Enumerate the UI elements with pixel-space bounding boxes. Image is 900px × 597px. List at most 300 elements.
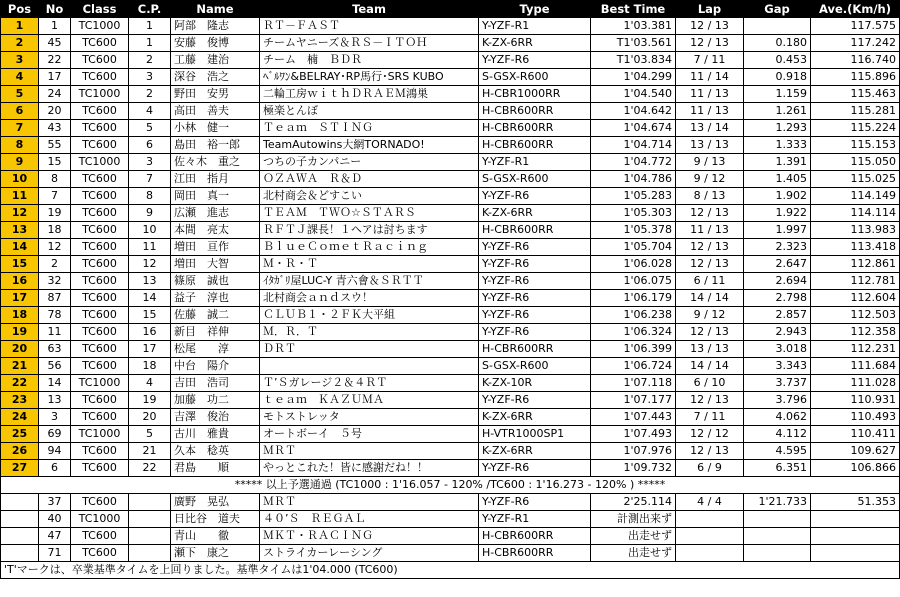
cell-best-time: 1'06.075	[591, 273, 676, 290]
cell-team: ＢｌｕｅＣｏｍｅｔＲａｃｉｎｇ	[260, 239, 479, 256]
cell-ave: 112.231	[811, 341, 900, 358]
cell-type: H-CBR600RR	[479, 103, 591, 120]
cell-class: TC600	[71, 324, 129, 341]
cell-best-time: 1'04.714	[591, 137, 676, 154]
cell-team: 北村商会＆どすこい	[260, 188, 479, 205]
cell-best-time: 1'04.540	[591, 86, 676, 103]
cell-type: H-CBR600RR	[479, 528, 591, 545]
cell-class: TC600	[71, 188, 129, 205]
cell-class: TC600	[71, 239, 129, 256]
cell-gap: 1.922	[744, 205, 811, 222]
cell-name: 益子 淳也	[171, 290, 260, 307]
cell-no: 12	[39, 239, 71, 256]
cell-no: 32	[39, 273, 71, 290]
cell-no: 71	[39, 545, 71, 562]
cell-lap: 4 / 4	[676, 494, 744, 511]
cell-cp: 21	[129, 443, 171, 460]
cell-type: H-CBR600RR	[479, 341, 591, 358]
cell-class: TC600	[71, 52, 129, 69]
table-row	[1, 426, 900, 443]
cell-name: 小林 健一	[171, 120, 260, 137]
cell-best-time: 1'04.674	[591, 120, 676, 137]
cell-gap	[744, 18, 811, 35]
cell-class: TC600	[71, 460, 129, 477]
cell-no: 7	[39, 188, 71, 205]
cell-lap	[676, 511, 744, 528]
cell-ave: 110.411	[811, 426, 900, 443]
cell-no: 2	[39, 256, 71, 273]
cell-cp: 9	[129, 205, 171, 222]
cell-lap: 14 / 14	[676, 290, 744, 307]
cell-type: Y-YZF-R6	[479, 256, 591, 273]
table-row	[1, 120, 900, 137]
cell-cp	[129, 528, 171, 545]
cell-best-time: 1'05.303	[591, 205, 676, 222]
cell-team: モトストレッタ	[260, 409, 479, 426]
header-team: Team	[260, 1, 479, 18]
cell-pos: 11	[1, 188, 39, 205]
cell-gap: 2.647	[744, 256, 811, 273]
cell-ave	[811, 511, 900, 528]
cell-best-time: 1'06.028	[591, 256, 676, 273]
cell-name: 本間 亮太	[171, 222, 260, 239]
cell-gap: 2.694	[744, 273, 811, 290]
cell-team: 二輪工房ｗｉｔｈＤＲＡＥＭ鴻巣	[260, 86, 479, 103]
cell-no: 47	[39, 528, 71, 545]
cell-lap: 9 / 12	[676, 171, 744, 188]
cell-class: TC600	[71, 103, 129, 120]
cell-pos: 22	[1, 375, 39, 392]
cell-best-time: 1'06.238	[591, 307, 676, 324]
cell-lap: 6 / 9	[676, 460, 744, 477]
cell-lap: 12 / 13	[676, 324, 744, 341]
cell-gap: 0.918	[744, 69, 811, 86]
cell-type: S-GSX-R600	[479, 358, 591, 375]
cell-gap: 2.323	[744, 239, 811, 256]
cell-no: 15	[39, 154, 71, 171]
cell-no: 6	[39, 460, 71, 477]
cell-no: 1	[39, 18, 71, 35]
cell-team: 極楽とんぼ	[260, 103, 479, 120]
cell-cp: 7	[129, 171, 171, 188]
cell-pos: 2	[1, 35, 39, 52]
cell-lap: 13 / 14	[676, 120, 744, 137]
cell-pos: 14	[1, 239, 39, 256]
cell-team: ＯＺＡＷＡ Ｒ＆Ｄ	[260, 171, 479, 188]
cell-gap: 3.343	[744, 358, 811, 375]
cell-gap: 1.293	[744, 120, 811, 137]
cell-team: やっとこれた！皆に感謝だね！！	[260, 460, 479, 477]
cell-type: Y-YZF-R6	[479, 239, 591, 256]
table-row	[1, 290, 900, 307]
cell-pos	[1, 494, 39, 511]
table-row	[1, 341, 900, 358]
cell-name: 古川 雅貴	[171, 426, 260, 443]
cell-type: Y-YZF-R6	[479, 290, 591, 307]
cell-pos: 8	[1, 137, 39, 154]
table-row-non-qualified	[1, 494, 900, 511]
cell-gap: 0.453	[744, 52, 811, 69]
cell-lap: 14 / 14	[676, 358, 744, 375]
cell-no: 40	[39, 511, 71, 528]
cell-pos: 18	[1, 307, 39, 324]
cell-ave: 113.983	[811, 222, 900, 239]
cell-class: TC600	[71, 120, 129, 137]
header-name: Name	[171, 1, 260, 18]
cell-pos: 21	[1, 358, 39, 375]
table-row	[1, 307, 900, 324]
header-ave: Ave.(Km/h)	[811, 1, 900, 18]
cell-team: ﾍﾞﾙﾜﾝ&BELRAY･RP馬行･SRS KUBO	[260, 69, 479, 86]
cell-team: Ｔ’Ｓガレージ２＆４ＲＴ	[260, 375, 479, 392]
cell-name: 加藤 功二	[171, 392, 260, 409]
cell-best-time: 1'04.642	[591, 103, 676, 120]
cell-gap: 2.857	[744, 307, 811, 324]
cell-best-time: 1'07.976	[591, 443, 676, 460]
cell-pos: 1	[1, 18, 39, 35]
cell-team: ｲﾀｶﾞﾘ屋LUC-Y 青六會＆ＳＲＴＴ	[260, 273, 479, 290]
cell-lap: 11 / 13	[676, 222, 744, 239]
cell-name: 阿部 隆志	[171, 18, 260, 35]
cell-no: 37	[39, 494, 71, 511]
cell-no: 94	[39, 443, 71, 460]
ranked-results	[1, 18, 900, 477]
cell-lap: 13 / 13	[676, 137, 744, 154]
cell-class: TC600	[71, 307, 129, 324]
cell-no: 13	[39, 392, 71, 409]
cell-type: H-CBR1000RR	[479, 86, 591, 103]
cell-team: Ｔｅａｍ ＳＴＩＮＧ	[260, 120, 479, 137]
cell-lap: 9 / 13	[676, 154, 744, 171]
cell-best-time: 計測出来ず	[591, 511, 676, 528]
cell-no: 11	[39, 324, 71, 341]
cell-lap: 11 / 14	[676, 69, 744, 86]
cell-cp: 8	[129, 188, 171, 205]
cell-type: Y-YZF-R6	[479, 52, 591, 69]
cell-lap: 9 / 12	[676, 307, 744, 324]
cell-type: H-CBR600RR	[479, 137, 591, 154]
cell-ave: 115.281	[811, 103, 900, 120]
cell-best-time: 1'07.118	[591, 375, 676, 392]
cell-pos: 19	[1, 324, 39, 341]
cell-team: チーム 楠 ＢＤＲ	[260, 52, 479, 69]
cell-cp: 3	[129, 154, 171, 171]
cell-ave: 112.604	[811, 290, 900, 307]
cell-no: 24	[39, 86, 71, 103]
cell-lap: 12 / 12	[676, 426, 744, 443]
cell-pos: 4	[1, 69, 39, 86]
cell-name: 佐藤 誠二	[171, 307, 260, 324]
cell-type: K-ZX-6RR	[479, 35, 591, 52]
cell-ave: 114.149	[811, 188, 900, 205]
cell-pos: 17	[1, 290, 39, 307]
cell-no: 56	[39, 358, 71, 375]
cell-cp: 4	[129, 375, 171, 392]
cell-lap: 7 / 11	[676, 409, 744, 426]
cell-no: 55	[39, 137, 71, 154]
cell-cp: 13	[129, 273, 171, 290]
cell-ave: 117.575	[811, 18, 900, 35]
cell-ave: 112.781	[811, 273, 900, 290]
cell-cp: 4	[129, 103, 171, 120]
cell-best-time: 出走せず	[591, 545, 676, 562]
cell-no: 19	[39, 205, 71, 222]
cell-ave: 110.493	[811, 409, 900, 426]
cell-cp: 17	[129, 341, 171, 358]
cell-cp: 10	[129, 222, 171, 239]
cell-type: K-ZX-10R	[479, 375, 591, 392]
cell-cp: 14	[129, 290, 171, 307]
cell-no: 78	[39, 307, 71, 324]
cell-cp: 15	[129, 307, 171, 324]
cell-type: H-CBR600RR	[479, 120, 591, 137]
cell-ave: 110.931	[811, 392, 900, 409]
table-row	[1, 222, 900, 239]
cell-lap: 11 / 13	[676, 86, 744, 103]
table-row	[1, 409, 900, 426]
cell-gap: 3.796	[744, 392, 811, 409]
cell-gap: 3.737	[744, 375, 811, 392]
cell-pos: 27	[1, 460, 39, 477]
cell-best-time: T1'03.834	[591, 52, 676, 69]
cell-class: TC1000	[71, 426, 129, 443]
cell-ave: 113.418	[811, 239, 900, 256]
cell-no: 22	[39, 52, 71, 69]
cell-cp	[129, 511, 171, 528]
cell-pos: 26	[1, 443, 39, 460]
cell-best-time: 1'04.772	[591, 154, 676, 171]
cell-class: TC600	[71, 35, 129, 52]
cell-pos	[1, 545, 39, 562]
table-row	[1, 375, 900, 392]
cell-class: TC600	[71, 273, 129, 290]
cell-class: TC1000	[71, 154, 129, 171]
table-row	[1, 205, 900, 222]
cell-cp: 2	[129, 52, 171, 69]
cell-ave: 109.627	[811, 443, 900, 460]
table-row	[1, 52, 900, 69]
header-pos: Pos	[1, 1, 39, 18]
cell-type: Y-YZF-R1	[479, 511, 591, 528]
cell-class: TC600	[71, 290, 129, 307]
cell-ave: 115.153	[811, 137, 900, 154]
cell-cp: 19	[129, 392, 171, 409]
cell-type: Y-YZF-R6	[479, 307, 591, 324]
cell-name: 篠原 誠也	[171, 273, 260, 290]
cell-cp: 6	[129, 137, 171, 154]
cell-pos: 7	[1, 120, 39, 137]
cell-cp: 3	[129, 69, 171, 86]
table-row	[1, 273, 900, 290]
cell-class: TC600	[71, 222, 129, 239]
cell-pos: 24	[1, 409, 39, 426]
cell-type: Y-YZF-R6	[479, 494, 591, 511]
cell-lap	[676, 545, 744, 562]
table-row	[1, 392, 900, 409]
cell-ave	[811, 528, 900, 545]
table-row	[1, 188, 900, 205]
cell-class: TC600	[71, 528, 129, 545]
cell-name: 増田 大智	[171, 256, 260, 273]
cell-type: Y-YZF-R1	[479, 154, 591, 171]
cell-team: TeamAutowins大網TORNADO!	[260, 137, 479, 154]
cell-pos: 20	[1, 341, 39, 358]
cell-lap: 13 / 13	[676, 341, 744, 358]
cell-best-time: 出走せず	[591, 528, 676, 545]
cell-lap: 12 / 13	[676, 18, 744, 35]
cell-best-time: 1'09.732	[591, 460, 676, 477]
cell-lap: 12 / 13	[676, 392, 744, 409]
cell-cp: 20	[129, 409, 171, 426]
cell-name: 広瀬 進志	[171, 205, 260, 222]
header-gap: Gap	[744, 1, 811, 18]
cell-best-time: 1'06.324	[591, 324, 676, 341]
cell-class: TC600	[71, 494, 129, 511]
cell-gap: 2.798	[744, 290, 811, 307]
cell-type: H-VTR1000SP1	[479, 426, 591, 443]
table-row	[1, 35, 900, 52]
cell-name: 安藤 俊博	[171, 35, 260, 52]
cell-name: 佐々木 重之	[171, 154, 260, 171]
table-row	[1, 324, 900, 341]
cell-name: 新目 祥伸	[171, 324, 260, 341]
cell-gap: 2.943	[744, 324, 811, 341]
cell-cp: 1	[129, 18, 171, 35]
header-lap: Lap	[676, 1, 744, 18]
cell-class: TC600	[71, 137, 129, 154]
cell-best-time: 1'05.704	[591, 239, 676, 256]
cell-team: ＭＲＴ	[260, 494, 479, 511]
cell-lap: 6 / 10	[676, 375, 744, 392]
cell-class: TC600	[71, 392, 129, 409]
cell-best-time: 1'05.378	[591, 222, 676, 239]
cell-ave: 116.740	[811, 52, 900, 69]
cell-type: Y-YZF-R6	[479, 324, 591, 341]
cell-best-time: 1'07.443	[591, 409, 676, 426]
cell-type: Y-YZF-R6	[479, 273, 591, 290]
cell-team: Ｍ・Ｒ・Ｔ	[260, 256, 479, 273]
cell-pos: 6	[1, 103, 39, 120]
table-row	[1, 86, 900, 103]
cell-ave: 51.353	[811, 494, 900, 511]
cell-gap: 3.018	[744, 341, 811, 358]
cell-name: 中台 陽介	[171, 358, 260, 375]
table-row	[1, 154, 900, 171]
cell-type: Y-YZF-R1	[479, 18, 591, 35]
cell-team: ４０’Ｓ ＲＥＧＡＬ	[260, 511, 479, 528]
cell-team: Ｍ．Ｒ．Ｔ	[260, 324, 479, 341]
cell-lap: 12 / 13	[676, 443, 744, 460]
cell-gap: 1.902	[744, 188, 811, 205]
cell-gap: 4.062	[744, 409, 811, 426]
cell-name: 増田 亘作	[171, 239, 260, 256]
non-qualified-results	[1, 494, 900, 562]
cell-class: TC1000	[71, 18, 129, 35]
cell-ave: 112.861	[811, 256, 900, 273]
cell-team: ＤＲＴ	[260, 341, 479, 358]
cell-pos	[1, 528, 39, 545]
table-row	[1, 103, 900, 120]
cell-type: S-GSX-R600	[479, 171, 591, 188]
cell-name: 野田 安男	[171, 86, 260, 103]
cell-name: 日比谷 道夫	[171, 511, 260, 528]
cell-pos	[1, 511, 39, 528]
cell-pos: 10	[1, 171, 39, 188]
cell-class: TC1000	[71, 86, 129, 103]
header-cp: C.P.	[129, 1, 171, 18]
cell-gap	[744, 511, 811, 528]
qualify-note: ***** 以上予選通過 (TC1000 : 1'16.057 - 120% /TC600 : 1'16.273 - 120% ) *****	[1, 477, 900, 494]
cell-no: 63	[39, 341, 71, 358]
cell-team: ＣＬＵＢ１・２ＦＫ大平組	[260, 307, 479, 324]
cell-no: 14	[39, 375, 71, 392]
cell-ave	[811, 545, 900, 562]
cell-gap	[744, 528, 811, 545]
cell-pos: 23	[1, 392, 39, 409]
cell-gap: 1'21.733	[744, 494, 811, 511]
cell-no: 3	[39, 409, 71, 426]
cell-name: 高田 善夫	[171, 103, 260, 120]
cell-pos: 25	[1, 426, 39, 443]
cell-no: 18	[39, 222, 71, 239]
cell-class: TC600	[71, 545, 129, 562]
cell-pos: 9	[1, 154, 39, 171]
cell-type: Y-YZF-R6	[479, 392, 591, 409]
cell-cp	[129, 494, 171, 511]
header-class: Class	[71, 1, 129, 18]
cell-lap: 8 / 13	[676, 188, 744, 205]
cell-ave: 114.114	[811, 205, 900, 222]
cell-team: つちの子カンパニー	[260, 154, 479, 171]
cell-no: 8	[39, 171, 71, 188]
cell-team: ＲＴ－ＦＡＳＴ	[260, 18, 479, 35]
cell-type: K-ZX-6RR	[479, 205, 591, 222]
cell-class: TC600	[71, 205, 129, 222]
cell-team: ＭＫＴ・ＲＡＣＩＮＧ	[260, 528, 479, 545]
cell-lap: 7 / 11	[676, 52, 744, 69]
cell-best-time: 1'03.381	[591, 18, 676, 35]
cell-ave: 112.358	[811, 324, 900, 341]
cell-gap: 0.180	[744, 35, 811, 52]
cell-no: 43	[39, 120, 71, 137]
cell-cp: 12	[129, 256, 171, 273]
cell-gap: 4.112	[744, 426, 811, 443]
cell-gap	[744, 545, 811, 562]
cell-cp: 5	[129, 120, 171, 137]
cell-team: オートボーイ ５号	[260, 426, 479, 443]
cell-lap: 12 / 13	[676, 239, 744, 256]
header-best-time: Best Time	[591, 1, 676, 18]
cell-name: 島田 裕一郎	[171, 137, 260, 154]
header-row	[1, 1, 900, 18]
cell-cp: 16	[129, 324, 171, 341]
cell-ave: 115.224	[811, 120, 900, 137]
cell-cp: 5	[129, 426, 171, 443]
cell-pos: 13	[1, 222, 39, 239]
cell-gap: 1.333	[744, 137, 811, 154]
cell-class: TC1000	[71, 511, 129, 528]
cell-name: 久本 稔英	[171, 443, 260, 460]
cell-team: ＴＥＡＭ ＴＷＯ☆ＳＴＡＲＳ	[260, 205, 479, 222]
cell-name: 廣野 晃弘	[171, 494, 260, 511]
cell-best-time: 1'07.177	[591, 392, 676, 409]
cell-no: 87	[39, 290, 71, 307]
cell-ave: 106.866	[811, 460, 900, 477]
cell-cp: 22	[129, 460, 171, 477]
cell-cp: 18	[129, 358, 171, 375]
table-row-non-qualified	[1, 528, 900, 545]
cell-ave: 115.025	[811, 171, 900, 188]
